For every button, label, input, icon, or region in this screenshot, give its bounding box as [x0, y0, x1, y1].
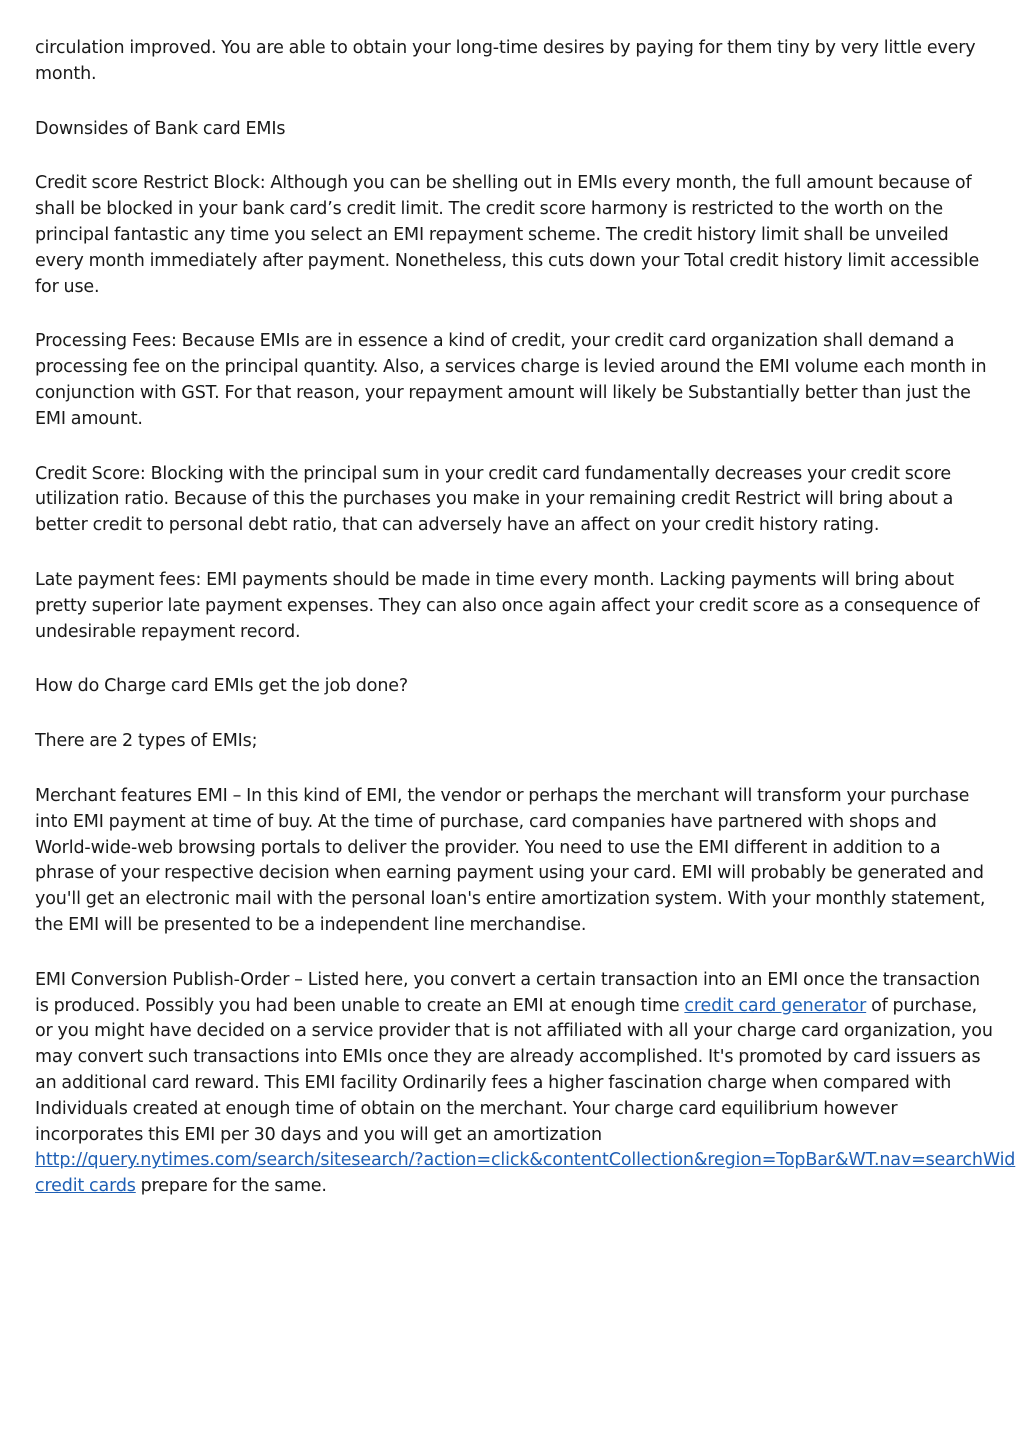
paragraph-emi-conversion — [35, 968, 1016, 1200]
paragraph-credit-limit-block: Credit score Restrict Block: Although you can be shelling out in EMIs every month, the full amount because of shall be blocked in your bank card’s credit limit. The credit score harmony is restricted to the worth on the principal fantastic any time you select an EMI repayment scheme. The credit history limit shall be unveiled every month immediately after payment. Nonetheless, this cuts down your Total credit history limit accessible for use. — [35, 173, 980, 297]
heading-downsides: Downsides of Bank card EMIs — [35, 118, 286, 139]
emi-conversion-text-3: prepare for the same. — [135, 1176, 327, 1197]
paragraph-types-of-emis: There are 2 types of EMIs; — [35, 731, 258, 752]
paragraph-intro-continuation: circulation improved. You are able to obtain your long-time desires by paying for them tiny by very little every month. — [35, 38, 976, 84]
nytimes-search-link-url: http://query.nytimes.com/search/sitesearch/?action=click&contentCollection&region=TopBar&WT.nav=searchWid — [35, 1150, 1016, 1171]
paragraph-merchant-emi: Merchant features EMI – In this kind of EMI, the vendor or perhaps the merchant will transform your purchase into EMI payment at time of buy. At the time of purchase, card companies have partnered with shops and World-wide-web browsing portals to deliver the provider. You need to use the EMI different in addition to a phrase of your respective decision when earning payment using your card. EMI will probably be generated and you'll get an electronic mail with the personal loan's entire amortization system. With your monthly statement, the EMI will be presented to be a independent line merchandise. — [35, 785, 986, 935]
nytimes-search-link-text: credit cards — [35, 1176, 136, 1197]
credit-card-generator-link[interactable]: credit card generator — [684, 995, 867, 1016]
paragraph-late-payment-fees: Late payment fees: EMI payments should be made in time every month. Lacking payments will bring about pretty superior late payment expenses. They can also once again affect your credit score as a consequence of undesirable repayment record. — [35, 569, 980, 642]
paragraph-credit-score: Credit Score: Blocking with the principal sum in your credit card fundamentally decreases your credit score utilization ratio. Because of this the purchases you make in your remaining credit Restrict will bring about a better credit to personal debt ratio, that can adversely have an affect on your credit history rating. — [35, 463, 954, 536]
emi-conversion-text-2: of purchase, or you might have decided on a service provider that is not affiliated with all your charge card organization, you may convert such transactions into EMIs once they are already accomplished. It's promoted by card issuers as an additional card reward. This EMI facility Ordinarily fees a higher fascination charge when compared with Individuals created at enough time of obtain on the merchant. Your charge card equilibrium however incorporates this EMI per 30 days and you will get an amortization — [35, 995, 993, 1145]
emi-conversion-text-1: EMI Conversion Publish-Order – Listed here, you convert a certain transaction into an EMI once the transaction is produced. Possibly you had been unable to create an EMI at enough time — [35, 969, 980, 1016]
heading-how-emis-work: How do Charge card EMIs get the job done? — [35, 676, 409, 697]
paragraph-processing-fees: Processing Fees: Because EMIs are in essence a kind of credit, your credit card organization shall demand a processing fee on the principal quantity. Also, a services charge is levied around the EMI volume each month in conjunction with GST. For that reason, your repayment amount will likely be Substantially better than just the EMI amount. — [35, 331, 987, 429]
document-page — [35, 36, 1016, 1229]
